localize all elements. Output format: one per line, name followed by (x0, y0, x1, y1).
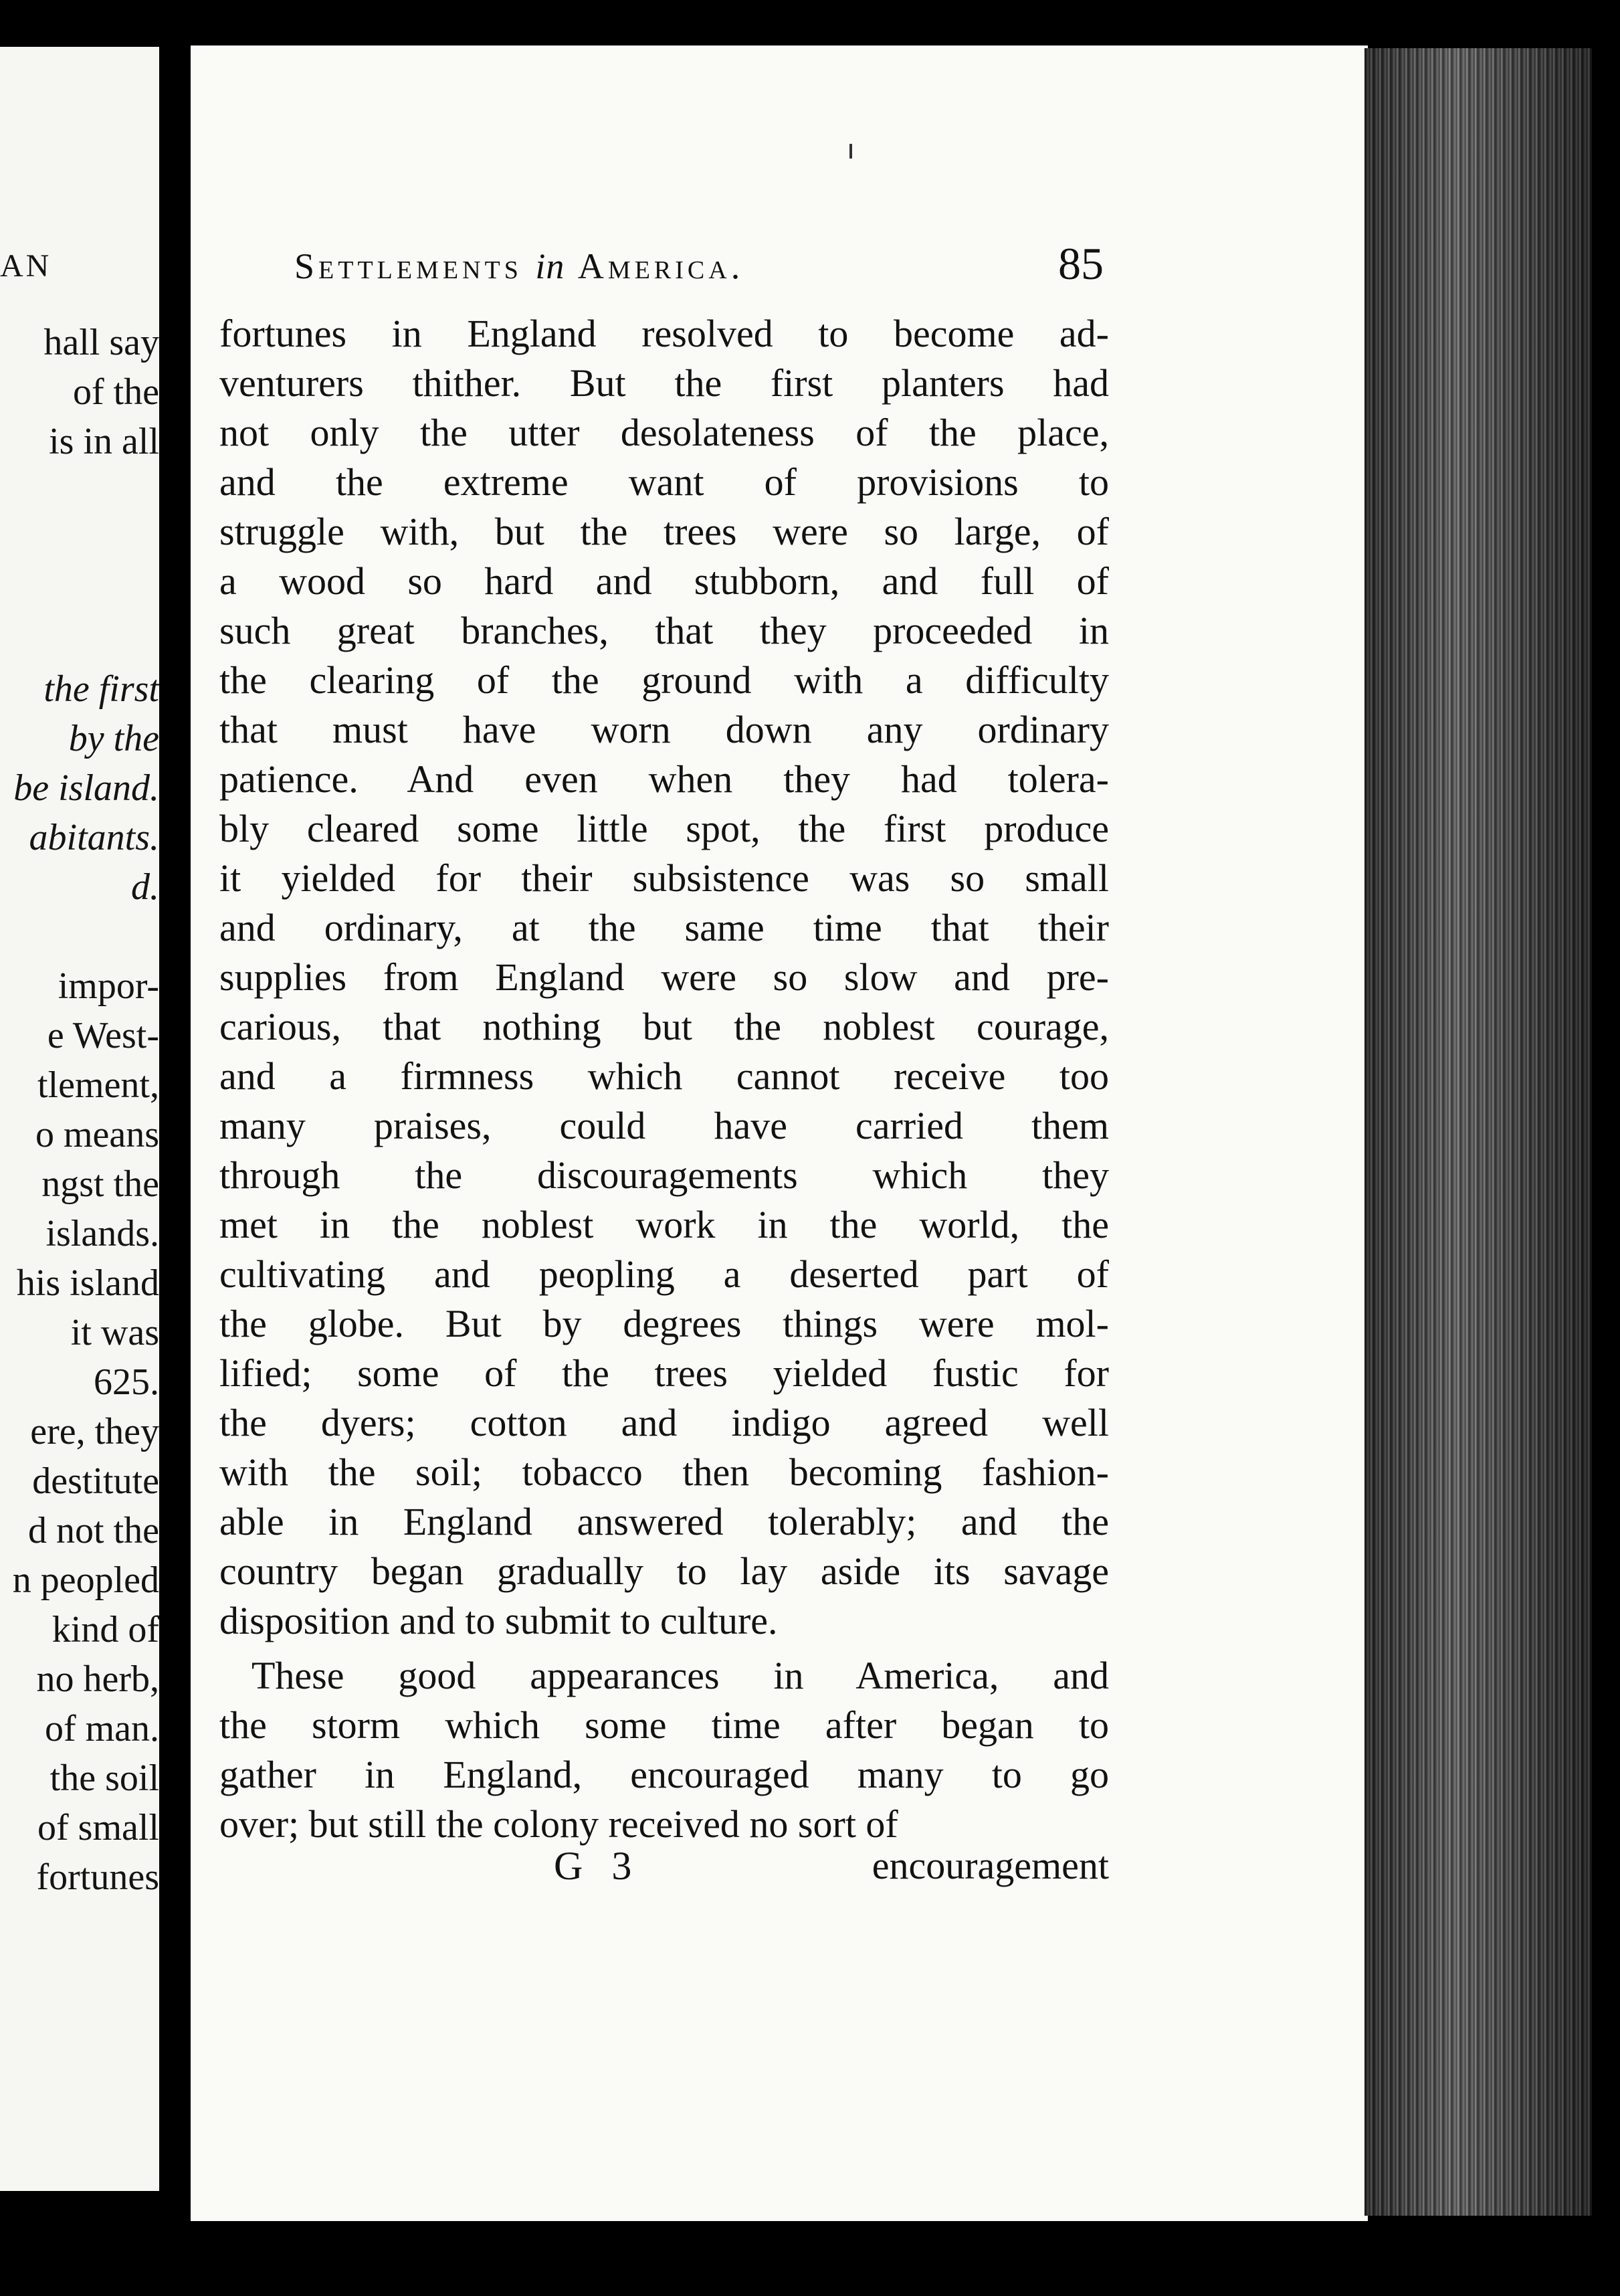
text-line: the storm which some time after began to (219, 1703, 1109, 1747)
previous-page-line: be island. (13, 767, 159, 809)
text-line: the clearing of the ground with a difficulty (219, 658, 1109, 702)
text-line: many praises, could have carried them (219, 1104, 1109, 1147)
previous-page-line: 625. (94, 1361, 159, 1403)
text-line: a wood so hard and stubborn, and full of (219, 559, 1109, 603)
previous-page-line: d. (131, 866, 159, 908)
previous-page-line: is in all (49, 421, 159, 462)
previous-page-line: fortunes (36, 1856, 159, 1898)
previous-page-line: no herb, (36, 1658, 159, 1700)
previous-page-line: d not the (28, 1510, 159, 1551)
previous-page-line: his island (16, 1262, 159, 1304)
text-line: through the discouragements which they (219, 1153, 1109, 1197)
text-line: it yielded for their subsistence was so small (219, 856, 1109, 900)
text-line: cultivating and peopling a deserted part of (219, 1252, 1109, 1296)
text-line: patience. And even when they had tolera- (219, 757, 1109, 801)
previous-page-line: islands. (45, 1213, 159, 1254)
running-head-prefix: Settlements (294, 246, 522, 286)
previous-page-line: ngst the (41, 1163, 159, 1205)
previous-page-header: AN (0, 248, 52, 284)
text-line: struggle with, but the trees were so large, of (219, 510, 1109, 553)
paragraph-2 (219, 1651, 1109, 1849)
previous-page-line: kind of (52, 1609, 159, 1650)
text-line: such great branches, that they proceeded in (219, 609, 1109, 652)
previous-page-line: of the (72, 371, 159, 413)
running-head-title (294, 246, 744, 287)
previous-page-line: impor- (58, 965, 159, 1007)
previous-page-line: e West- (47, 1015, 159, 1056)
text-line: supplies from England were so slow and pre- (219, 955, 1109, 999)
running-head-suffix: America. (577, 246, 744, 286)
text-line: These good appearances in America, and (251, 1654, 1109, 1697)
previous-page-line: o means (35, 1114, 159, 1155)
text-line: and a firmness which cannot receive too (219, 1054, 1109, 1098)
text-line: the globe. But by degrees things were mol- (219, 1302, 1109, 1345)
previous-page-line: of small (37, 1807, 159, 1848)
running-head (294, 237, 1104, 298)
text-line: over; but still the colony received no sort of (219, 1802, 898, 1846)
text-line: that must have worn down any ordinary (219, 708, 1109, 751)
text-line: disposition and to submit to culture. (219, 1599, 778, 1642)
running-head-connector: in (535, 246, 565, 286)
paragraph-1 (219, 309, 1109, 1646)
body-text (219, 309, 1109, 1849)
text-line: the dyers; cotton and indigo agreed well (219, 1401, 1109, 1444)
signature-mark: G 3 (554, 1844, 641, 1888)
previous-page-line: ere, they (30, 1411, 159, 1452)
text-line: fortunes in England resolved to become ad- (219, 312, 1109, 355)
previous-page-line: hall say (43, 322, 159, 363)
catchword: encouragement (872, 1844, 1109, 1887)
book-gutter (159, 47, 193, 2214)
print-mark (849, 144, 852, 159)
text-line: venturers thither. But the first planters had (219, 361, 1109, 405)
previous-page-line: destitute (32, 1460, 159, 1502)
previous-page-line: n peopled (12, 1559, 159, 1601)
previous-page-line: the first (43, 668, 159, 710)
previous-page-line: by the (68, 718, 159, 759)
previous-page-line: abitants. (29, 817, 159, 858)
page-footer (219, 1843, 1109, 1897)
text-line: lified; some of the trees yielded fustic for (219, 1351, 1109, 1395)
previous-page-fragment (0, 47, 161, 2191)
text-line: bly cleared some little spot, the first produce (219, 807, 1109, 850)
text-line: able in England answered tolerably; and the (219, 1500, 1109, 1543)
page-edges (1364, 48, 1592, 2216)
page-number: 85 (1058, 238, 1104, 289)
text-line: carious, that nothing but the noblest courage, (219, 1005, 1109, 1048)
previous-page-line: tlement, (37, 1064, 159, 1106)
text-line: gather in England, encouraged many to go (219, 1753, 1109, 1796)
text-line: and the extreme want of provisions to (219, 460, 1109, 504)
text-line: with the soil; tobacco then becoming fashion- (219, 1450, 1109, 1494)
previous-page-line: the soil (49, 1757, 159, 1799)
text-line: and ordinary, at the same time that their (219, 906, 1109, 949)
text-line: country began gradually to lay aside its savage (219, 1549, 1109, 1593)
previous-page-line: of man. (44, 1708, 159, 1749)
text-line: met in the noblest work in the world, the (219, 1203, 1109, 1246)
text-line: not only the utter desolateness of the place, (219, 411, 1109, 454)
previous-page-line: it was (70, 1312, 159, 1353)
